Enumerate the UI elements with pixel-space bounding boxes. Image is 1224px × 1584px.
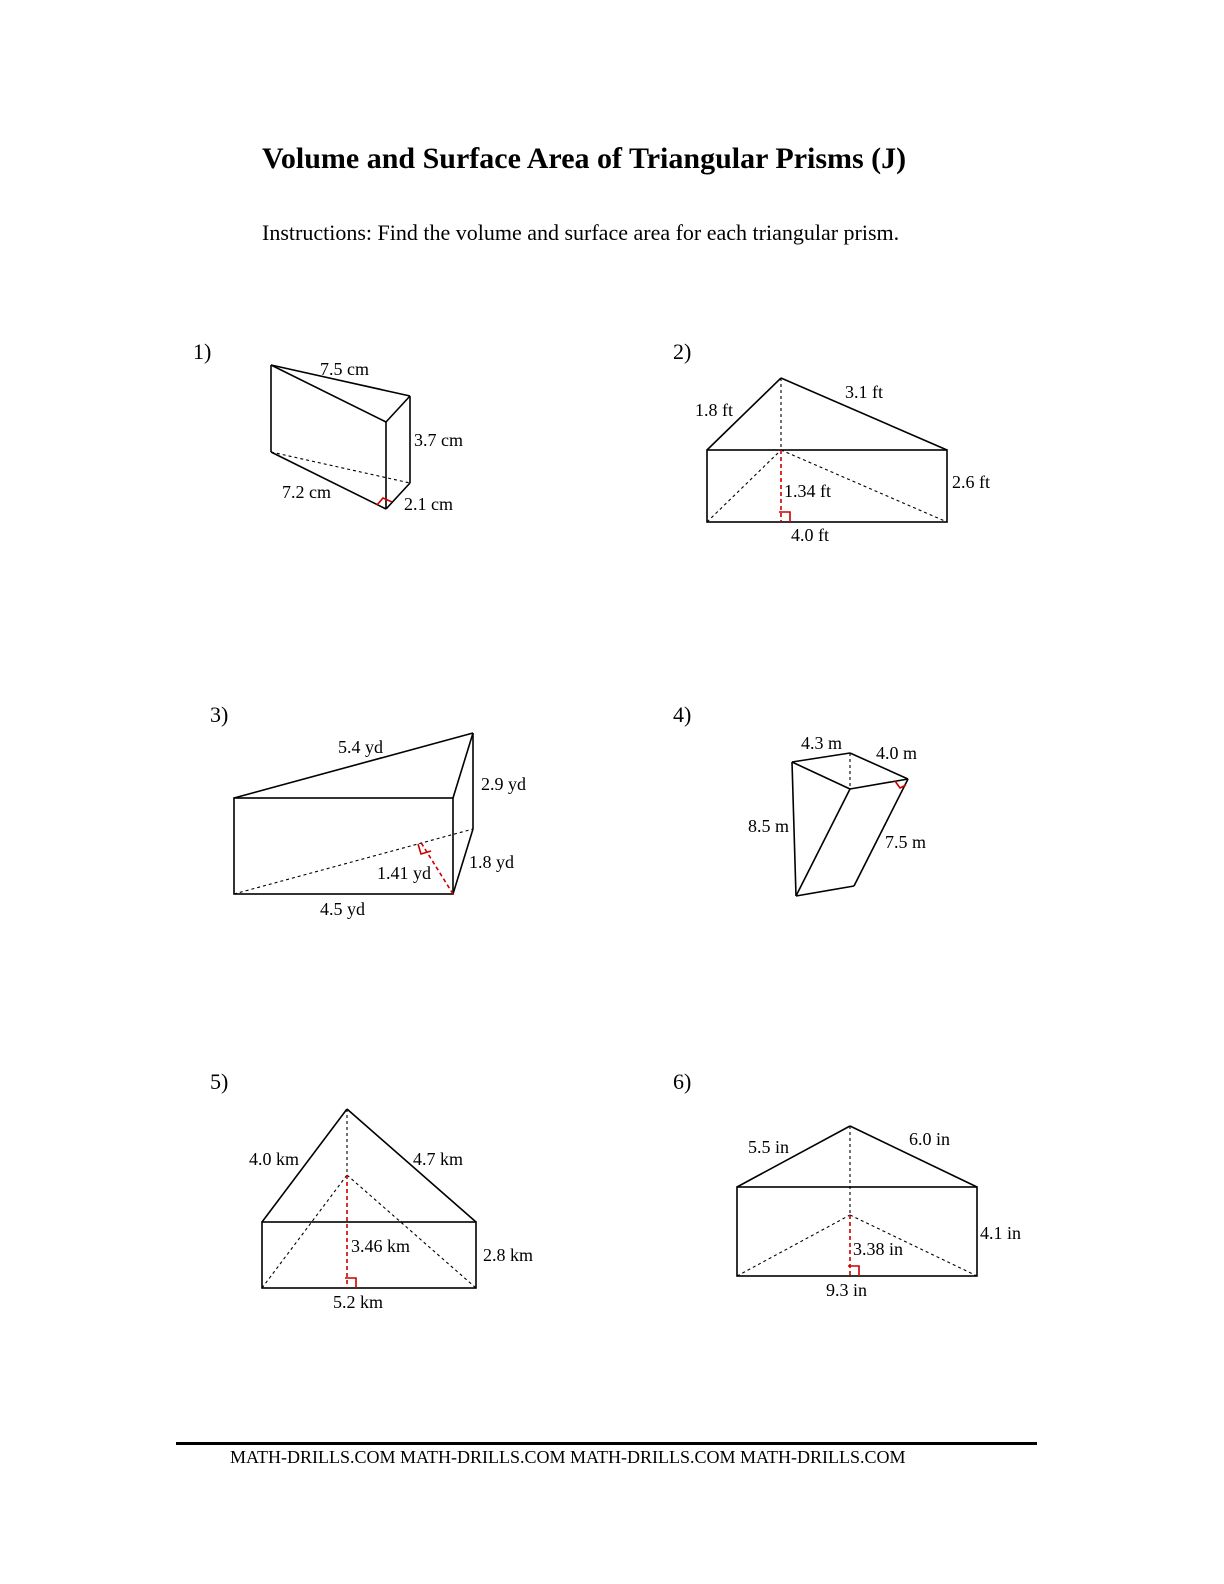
problem-4-label-3: 8.5 m [748,816,790,836]
prism-figure-1 [271,359,463,514]
problem-3-label-2: 2.9 yd [481,774,526,794]
prism-figure-3 [234,733,526,919]
footer-text: MATH-DRILLS.COM MATH-DRILLS.COM MATH-DRILLS.COM MATH-DRILLS.COM [230,1447,906,1467]
problem-6-label-1: 5.5 in [748,1137,790,1157]
problem-2-label-5: 4.0 ft [791,525,829,545]
problem-1-label-2: 3.7 cm [414,430,463,450]
problem-3-number: 3) [210,702,229,727]
problem-2-label-1: 1.8 ft [695,400,733,420]
page-title: Volume and Surface Area of Triangular Prisms (J) [262,142,907,175]
problem-2-label-2: 3.1 ft [845,382,883,402]
prism-figure-4 [748,733,926,896]
problem-4-label-1: 4.3 m [801,733,843,753]
problem-3-label-4: 1.41 yd [377,863,431,883]
prism-figure-5 [249,1109,533,1312]
problem-5-label-5: 5.2 km [333,1292,384,1312]
problem-1-label-1: 7.5 cm [320,359,369,379]
problem-2-number: 2) [673,339,692,364]
problem-4-label-2: 4.0 m [876,743,918,763]
problem-4-number: 4) [673,702,692,727]
problem-3-label-3: 1.8 yd [469,852,514,872]
problem-4-label-4: 7.5 m [885,832,927,852]
instructions: Instructions: Find the volume and surface area for each triangular prism. [262,220,900,245]
problem-6-label-3: 4.1 in [980,1223,1022,1243]
footer-rule [176,1442,1037,1445]
problem-5-label-1: 4.0 km [249,1149,300,1169]
problem-6-label-2: 6.0 in [909,1129,951,1149]
problem-6-label-4: 3.38 in [853,1239,904,1259]
problem-2-label-3: 2.6 ft [952,472,990,492]
problem-5-number: 5) [210,1069,229,1094]
problem-5-label-3: 3.46 km [351,1236,411,1256]
problem-5-label-4: 2.8 km [483,1245,534,1265]
problem-3-label-5: 4.5 yd [320,899,365,919]
problem-6-label-5: 9.3 in [826,1280,868,1300]
prism-figure-6 [737,1126,1021,1300]
problem-5-label-2: 4.7 km [413,1149,464,1169]
problem-1-number: 1) [193,339,212,364]
prism-figure-2 [695,378,990,545]
problem-2-label-4: 1.34 ft [784,481,831,501]
problem-6-number: 6) [673,1069,692,1094]
problem-3-label-1: 5.4 yd [338,737,383,757]
problem-1-label-3: 7.2 cm [282,482,331,502]
problem-1-label-4: 2.1 cm [404,494,453,514]
